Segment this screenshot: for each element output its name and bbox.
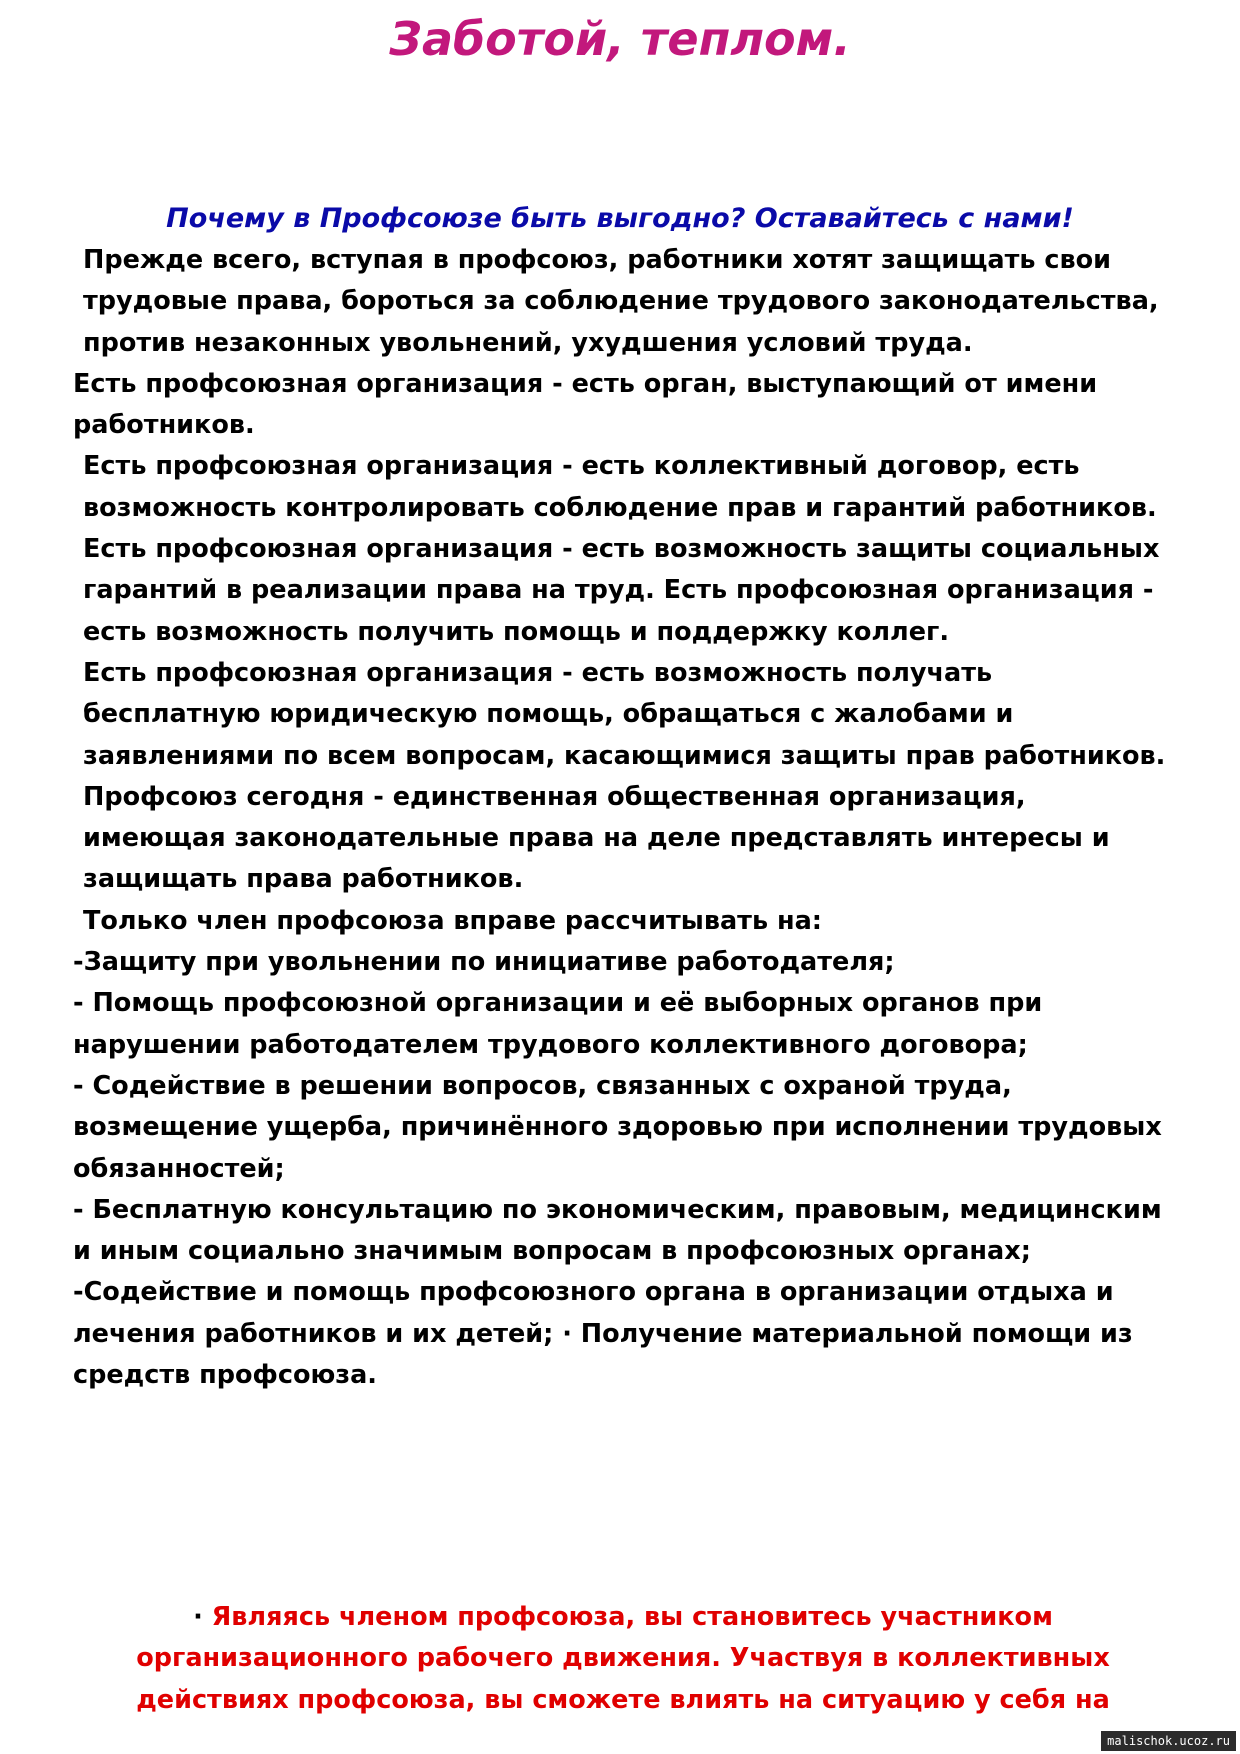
red-line-1-text: Являясь членом профсоюза, вы становитесь участником — [211, 1602, 1053, 1632]
list-item-labor-safety: - Содействие в решении вопросов, связанных с охраной труда, возмещение ущерба, причинённого здоровью при исполнении трудовых обязанностей; — [73, 1070, 1162, 1184]
bullet-glyph: · — [193, 1602, 203, 1632]
red-line-3: действиях профсоюза, вы сможете влиять на ситуацию у себя на — [136, 1684, 1110, 1715]
site-watermark: malischok.ucoz.ru — [1101, 1731, 1236, 1751]
subtitle: Почему в Профсоюзе быть выгодно? Оставайтесь с нами! — [166, 203, 1074, 234]
paragraph-organ: Есть профсоюзная организация - есть орган, выступающий от имени работников. — [73, 368, 1098, 441]
red-line-1 — [73, 1597, 1173, 1638]
paragraph-intro: Прежде всего, вступая в профсоюз, работники хотят защищать свои трудовые права, бороться за соблюдение трудового законодательства, против незаконных увольнений, ухудшения условий труда. — [83, 245, 1159, 358]
paragraph-member-rights: Только член профсоюза вправе рассчитывать на: — [83, 905, 822, 936]
body-text — [73, 240, 1173, 1396]
paragraph-guarantees: Есть профсоюзная организация - есть возможность защиты социальных гарантий в реализации права на труд. Есть профсоюзная организация - есть возможность получить помощь и поддержку коллег. — [83, 534, 1160, 647]
closing-red-text — [73, 1597, 1173, 1721]
paragraph-union-today: Профсоюз сегодня - единственная общественная организация, имеющая законодательные права на деле представлять интересы и защищать права работников. — [83, 781, 1110, 895]
paragraph-contract: Есть профсоюзная организация - есть коллективный договор, есть возможность контролировать соблюдение прав и гарантий работников. — [83, 451, 1157, 523]
list-item-dismissal: -Защиту при увольнении по инициативе работодателя; — [73, 947, 895, 978]
list-item-consultation: - Бесплатную консультацию по экономическим, правовым, медицинским и иным социально значимым вопросам в профсоюзных органах; — [73, 1194, 1162, 1267]
list-item-help: - Помощь профсоюзной организации и её выборных органов при нарушении работодателем трудового коллективного договора; — [73, 988, 1043, 1060]
page-title: Заботой, теплом. — [389, 12, 851, 66]
list-item-recreation: -Содействие и помощь профсоюзного органа в организации отдыха и лечения работников и их детей; · Получение материальной помощи из средств профсоюза. — [73, 1277, 1133, 1391]
paragraph-legal-help: Есть профсоюзная организация - есть возможность получать бесплатную юридическую помощь, обращаться с жалобами и заявлениями по всем вопросам, касающимися защиты прав работников. — [83, 657, 1166, 771]
red-line-2: организационного рабочего движения. Участвуя в коллективных — [136, 1643, 1110, 1674]
